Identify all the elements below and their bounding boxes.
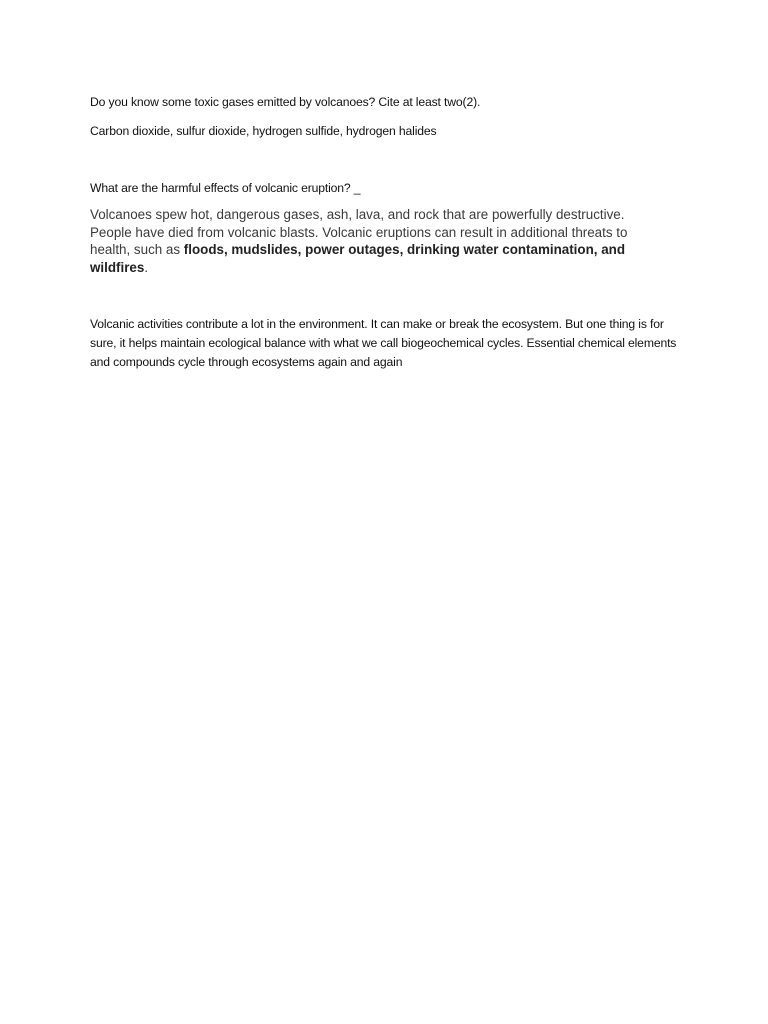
answer-harmful-effects-text: Volcanoes spew hot, dangerous gases, ash, lava, and rock that are powerfully destructive. People have died from volcanic blasts. Volcanic eruptions can result in additional threats to health, such as	[90, 207, 628, 257]
answer-toxic-gases: Carbon dioxide, sulfur dioxide, hydrogen sulfide, hydrogen halides	[90, 124, 437, 138]
answer-harmful-effects	[90, 206, 652, 276]
question-harmful-effects: What are the harmful effects of volcanic eruption? _	[90, 181, 361, 195]
answer-harmful-effects-bold: floods, mudslides, power outages, drinking water contamination, and wildfires	[90, 242, 625, 275]
answer-harmful-effects-end: .	[144, 259, 149, 275]
question-toxic-gases: Do you know some toxic gases emitted by volcanoes? Cite at least two(2).	[90, 95, 481, 109]
document-body	[90, 93, 680, 372]
paragraph-volcanic-activities: Volcanic activities contribute a lot in the environment. It can make or break the ecosystem. But one thing is for sure, it helps maintain ecological balance with what we call biogeochemical cycles. Essential chemical elements and compounds cycle through ecosystems again and again	[90, 317, 677, 369]
